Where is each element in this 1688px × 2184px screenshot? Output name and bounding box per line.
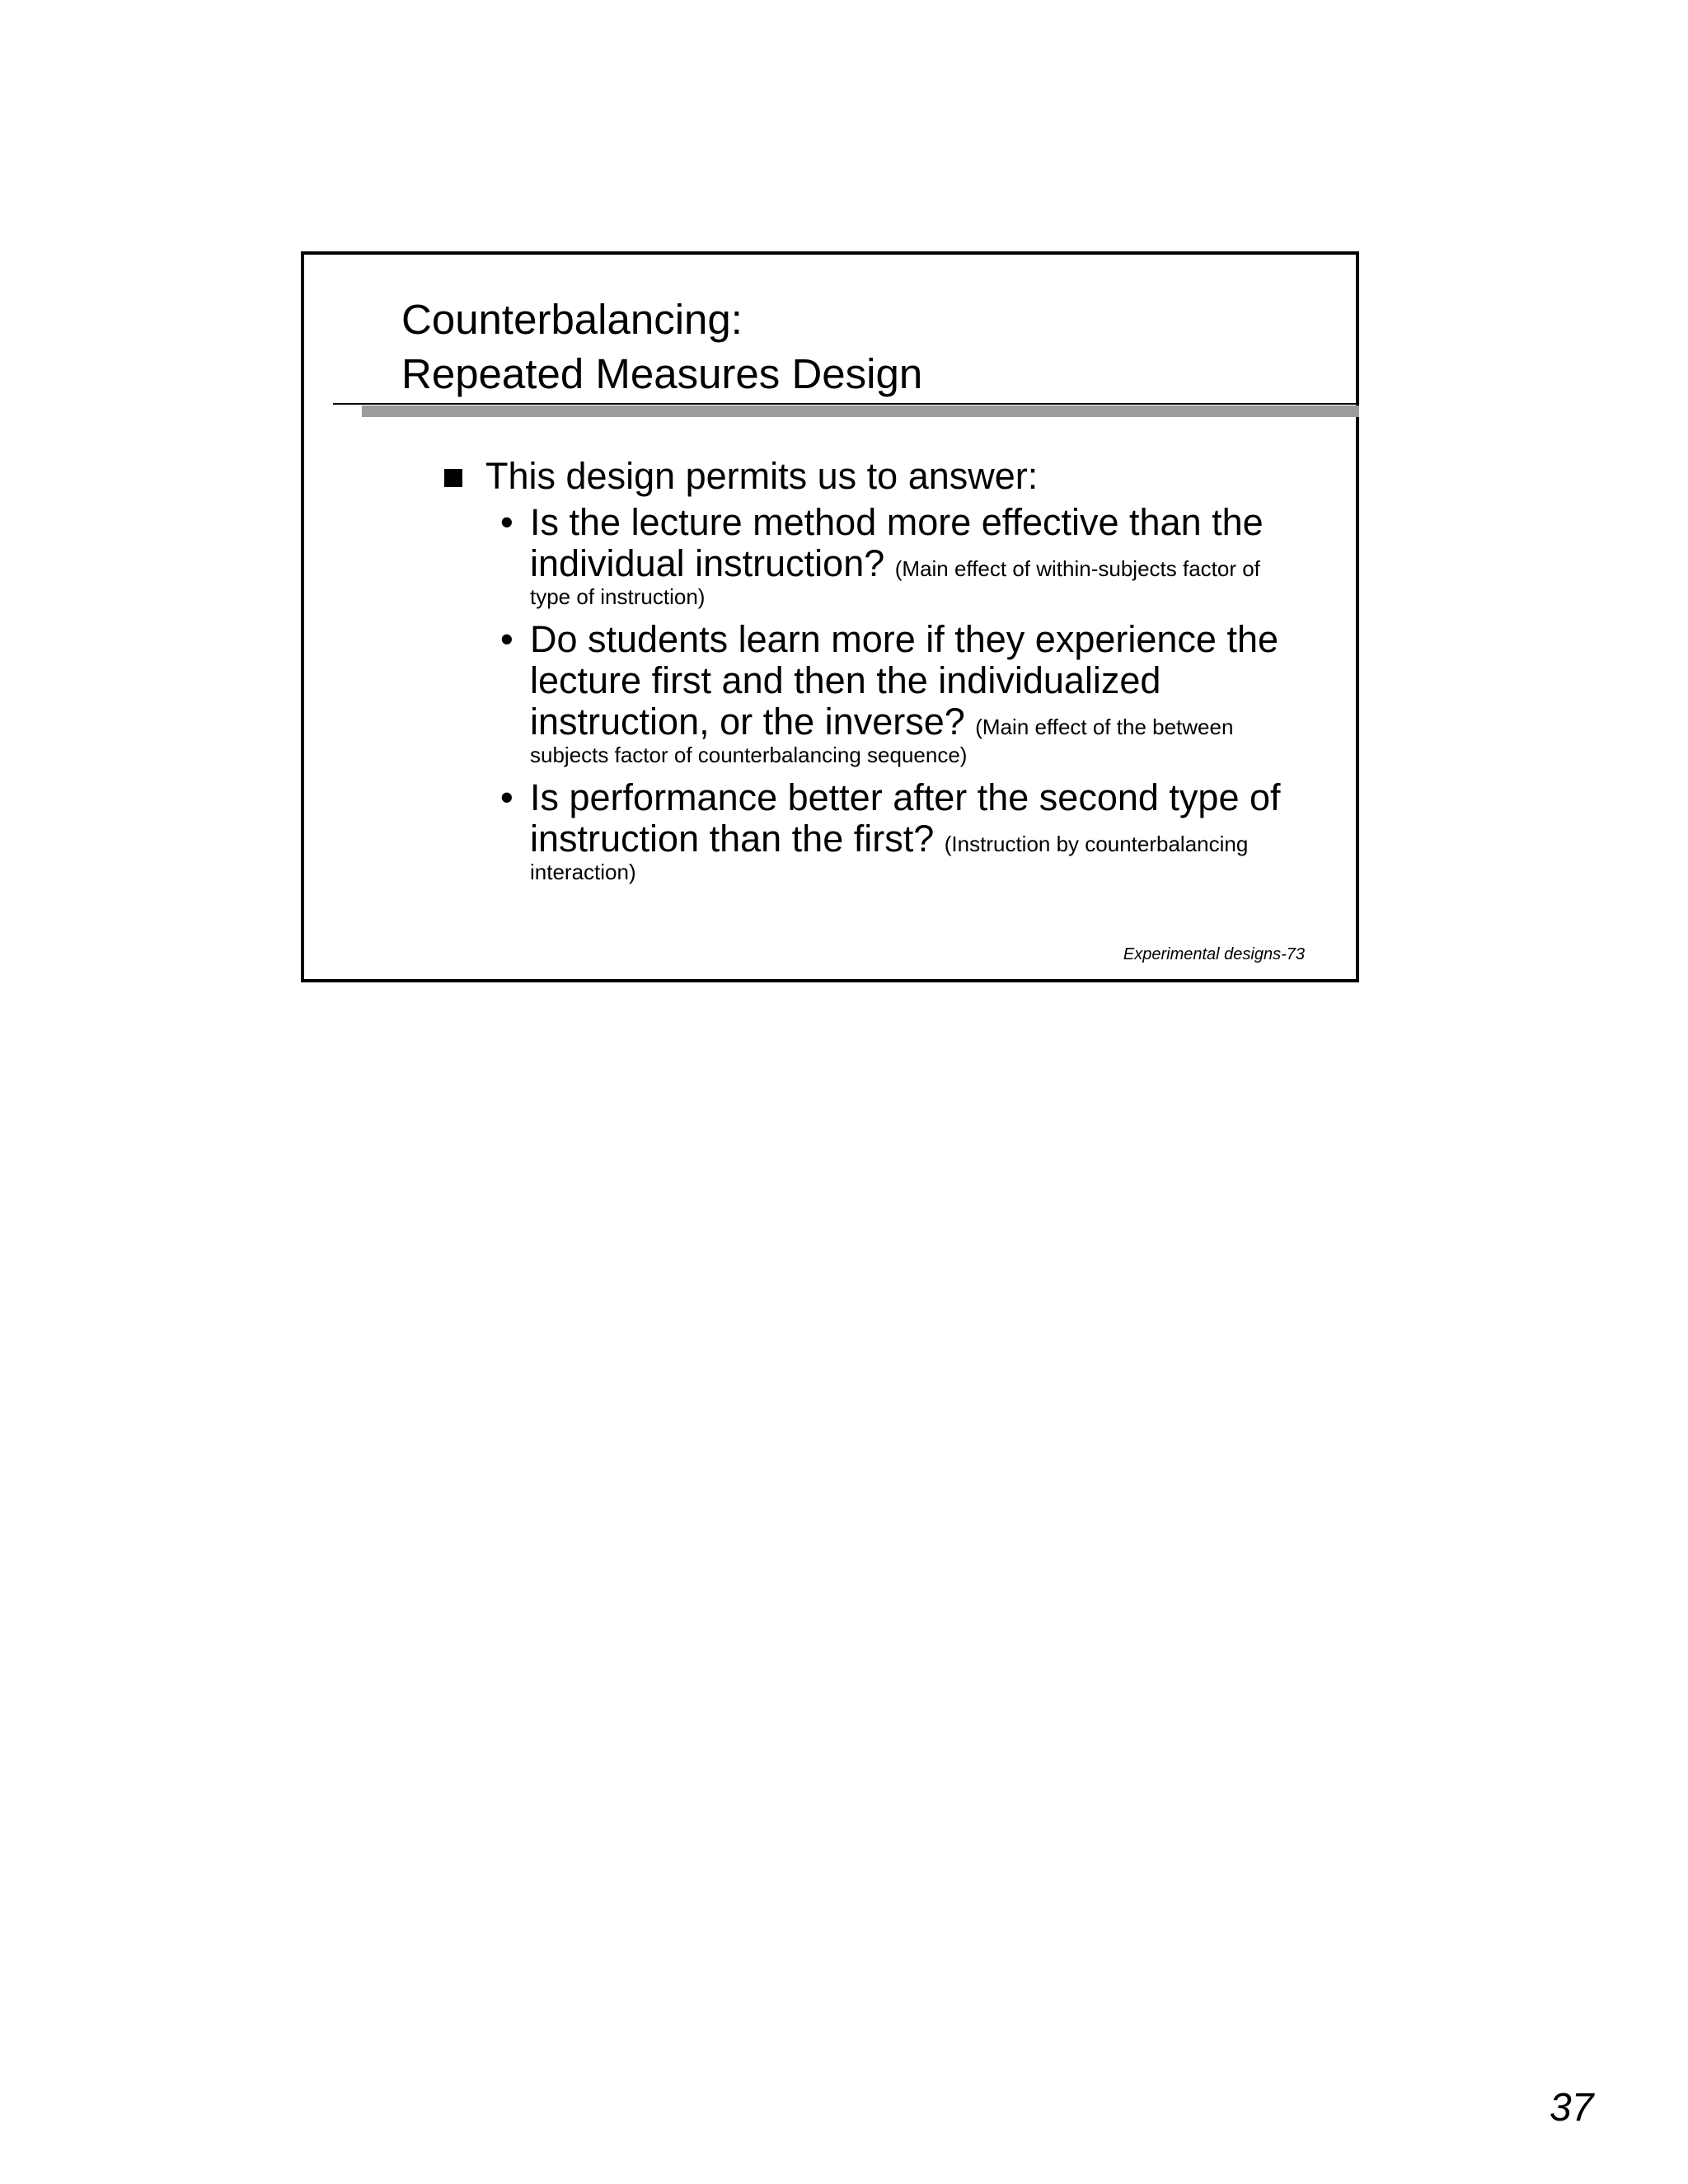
- title-divider-line: [333, 403, 1359, 405]
- title-line-1: Counterbalancing:: [401, 296, 743, 343]
- slide-footer: Experimental designs-73: [1123, 945, 1305, 963]
- bullet-dot-icon: •: [500, 618, 513, 660]
- page-number: 37: [1550, 2086, 1594, 2130]
- question-note: (Main effect of within-subjects factor of type of instruction): [530, 556, 1260, 609]
- question-item-1: [500, 501, 1296, 609]
- question-item-2: [500, 618, 1296, 767]
- title-line-2: Repeated Measures Design: [401, 350, 923, 397]
- slide-frame: [301, 251, 1359, 982]
- question-text: Do students learn more if they experience the lecture first and then the individualized instruction, or the inverse?: [530, 618, 1278, 743]
- bullet-dot-icon: •: [500, 776, 513, 818]
- bullet-dot-icon: •: [500, 501, 513, 543]
- intro-bullet: [444, 454, 1326, 499]
- question-text: Is the lecture method more effective than the individual instruction?: [530, 501, 1264, 584]
- title-divider-bar: [362, 405, 1359, 417]
- intro-text: This design permits us to answer:: [485, 455, 1039, 497]
- square-bullet-icon: [444, 469, 462, 487]
- slide-title: [401, 293, 1308, 401]
- slide-body: [444, 454, 1326, 884]
- question-note: (Main effect of the between subjects factor of counterbalancing sequence): [530, 715, 1234, 767]
- question-note: (Instruction by counterbalancing interaction): [530, 832, 1249, 884]
- question-item-3: [500, 776, 1296, 884]
- question-text: Is performance better after the second type of instruction than the first?: [530, 776, 1281, 860]
